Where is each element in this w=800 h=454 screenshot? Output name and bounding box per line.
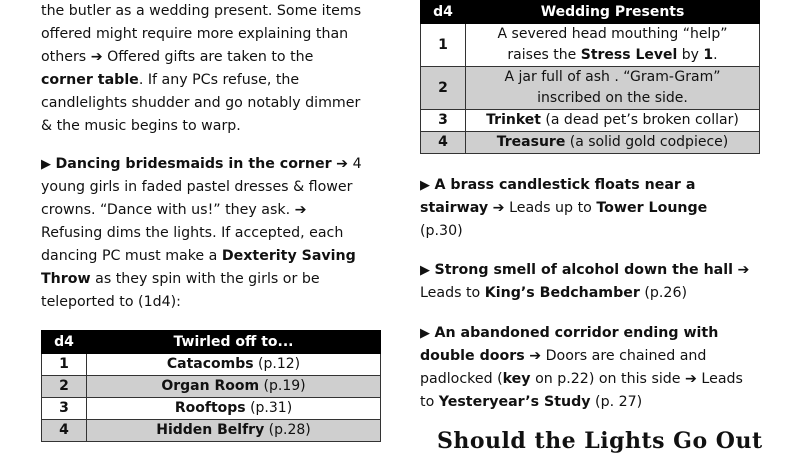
- page-ref: (p. 27): [590, 394, 643, 410]
- table-row: [42, 376, 381, 398]
- table-cell-place: [87, 354, 381, 376]
- arrow-icon: ➔: [737, 262, 750, 278]
- table-row: [42, 354, 381, 376]
- corner-table-term: corner table: [41, 72, 139, 88]
- paragraph-text: padlocked (: [420, 371, 503, 387]
- candlestick-paragraph: [420, 174, 760, 243]
- key-term: key: [502, 371, 531, 387]
- paragraph-text: 4: [348, 156, 362, 172]
- triangle-bullet-icon: ▶: [420, 263, 430, 278]
- table-header-row: [42, 331, 381, 354]
- paragraph-text: Refusing dims the lights. If accepted, each: [41, 225, 344, 241]
- alcohol-paragraph: [420, 259, 760, 305]
- table-cell-num: 1: [42, 354, 87, 376]
- present-text: inscribed on the side.: [537, 90, 688, 106]
- triangle-bullet-icon: ▶: [41, 157, 51, 172]
- candlestick-title: A brass candlestick floats near a: [434, 177, 696, 193]
- paragraph-text: teleported to (1d4):: [41, 294, 181, 310]
- table-cell-num: 3: [42, 398, 87, 420]
- arrow-icon: ➔: [294, 202, 307, 218]
- table-row: [421, 67, 760, 110]
- section-heading: Should the Lights Go Out: [437, 428, 763, 454]
- alcohol-title: Strong smell of alcohol down the hall: [434, 262, 733, 278]
- corridor-title: An abandoned corridor ending with: [434, 325, 719, 341]
- paragraph-text: crowns. “Dance with us!” they ask.: [41, 202, 295, 218]
- present-text: raises the: [507, 47, 581, 63]
- intro-line: offered might require more explaining than: [41, 26, 349, 42]
- table-row: [421, 110, 760, 132]
- table-header-d4: d4: [42, 331, 87, 354]
- page-ref: (p.26): [639, 285, 688, 301]
- paragraph-text: Doors are chained and: [541, 348, 707, 364]
- place-name: Catacombs: [166, 356, 254, 372]
- page-ref: (p.30): [420, 223, 463, 239]
- intro-line: Offered gifts are taken to the: [102, 49, 314, 65]
- table-cell-num: 4: [421, 132, 466, 154]
- table-row: [421, 24, 760, 67]
- tower-lounge-link: Tower Lounge: [596, 200, 708, 216]
- intro-line: others: [41, 49, 91, 65]
- page-ref: (p.31): [245, 400, 293, 416]
- arrow-icon: ➔: [336, 156, 349, 172]
- table-header-title: Twirled off to...: [87, 331, 381, 354]
- table-header-row: [421, 1, 760, 24]
- present-text: A severed head mouthing “help”: [497, 26, 728, 42]
- page-ref: (p.12): [253, 356, 301, 372]
- stress-level-term: Stress Level: [580, 47, 678, 63]
- bridesmaids-title: Dancing bridesmaids in the corner: [55, 156, 332, 172]
- stairway-term: stairway: [420, 200, 489, 216]
- paragraph-text: to: [420, 394, 439, 410]
- arrow-icon: ➔: [492, 200, 505, 216]
- page-ref: (p.19): [259, 378, 306, 394]
- table-cell-present: [466, 67, 760, 110]
- intro-line: candlelights shudder and go notably dimmer: [41, 95, 361, 111]
- wedding-presents-table: [420, 0, 760, 154]
- page-ref: (p.28): [264, 422, 311, 438]
- table-cell-present: [466, 110, 760, 132]
- intro-line: the butler as a wedding present. Some items: [41, 3, 362, 19]
- dexterity-saving-term: Dexterity Saving: [221, 248, 356, 264]
- triangle-bullet-icon: ▶: [420, 178, 430, 193]
- triangle-bullet-icon: ▶: [420, 326, 430, 341]
- present-text: A jar full of ash . “Gram-Gram”: [504, 69, 721, 85]
- paragraph-text: Leads to: [420, 285, 485, 301]
- table-cell-place: [87, 398, 381, 420]
- paragraph-text: dancing PC must make a: [41, 248, 222, 264]
- paragraph-text: Leads: [696, 371, 743, 387]
- paragraph-text: Leads up to: [504, 200, 597, 216]
- throw-term: Throw: [41, 271, 91, 287]
- table-row: [42, 420, 381, 442]
- paragraph-text: on p.22) on this side: [530, 371, 686, 387]
- table-cell-present: [466, 24, 760, 67]
- intro-line: & the music begins to warp.: [41, 118, 241, 134]
- table-cell-num: 3: [421, 110, 466, 132]
- kings-bedchamber-link: King’s Bedchamber: [484, 285, 640, 301]
- present-text: by: [677, 47, 704, 63]
- treasure-term: Treasure: [496, 134, 566, 150]
- table-cell-place: [87, 420, 381, 442]
- intro-line: . If any PCs refuse, the: [138, 72, 300, 88]
- table-header-d4: d4: [421, 1, 466, 24]
- arrow-icon: ➔: [685, 371, 697, 387]
- table-header-title: Wedding Presents: [466, 1, 760, 24]
- trinket-term: Trinket: [486, 112, 541, 128]
- present-text: .: [713, 47, 718, 63]
- table-cell-num: 2: [421, 67, 466, 110]
- place-name: Hidden Belfry: [156, 422, 265, 438]
- yesteryears-study-link: Yesteryear’s Study: [438, 394, 591, 410]
- stress-amount: 1: [703, 47, 714, 63]
- place-name: Rooftops: [174, 400, 246, 416]
- table-row: [42, 398, 381, 420]
- bridesmaids-paragraph: [41, 153, 381, 314]
- arrow-icon: ➔: [529, 348, 542, 364]
- intro-paragraph: [41, 0, 381, 138]
- table-row: [421, 132, 760, 154]
- table-cell-num: 4: [42, 420, 87, 442]
- table-cell-present: [466, 132, 760, 154]
- paragraph-text: young girls in faded pastel dresses & flower: [41, 179, 353, 195]
- double-doors-term: double doors: [420, 348, 525, 364]
- table-cell-place: [87, 376, 381, 398]
- present-text: (a dead pet’s broken collar): [540, 112, 739, 128]
- corridor-paragraph: [420, 322, 760, 414]
- paragraph-text: as they spin with the girls or be: [90, 271, 320, 287]
- present-text: (a solid gold codpiece): [565, 134, 729, 150]
- place-name: Organ Room: [161, 378, 260, 394]
- twirled-table: [41, 330, 381, 442]
- table-cell-num: 1: [421, 24, 466, 67]
- table-cell-num: 2: [42, 376, 87, 398]
- arrow-icon: ➔: [90, 49, 103, 65]
